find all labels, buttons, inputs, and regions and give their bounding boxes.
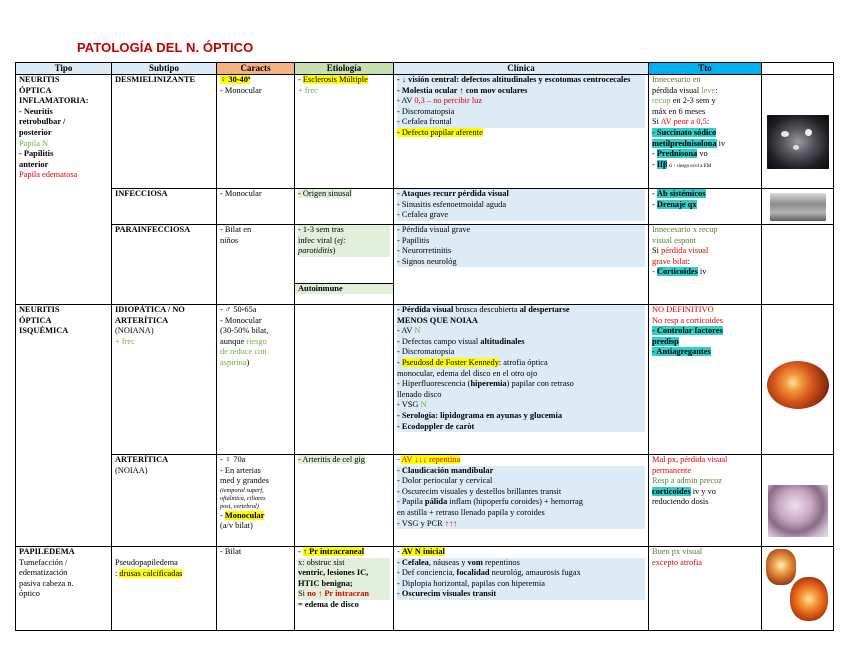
row-noiana bbox=[16, 305, 834, 455]
cell-tipo-neuritis-inflamatoria: NEURITIS ÓPTICA INFLAMATORIA: - Neuritis retrobulbar / posterior Papila N - Papilitis anterior Papila edematosa bbox=[16, 75, 112, 305]
cell-img-fundus-1 bbox=[762, 305, 834, 455]
row-papiledema bbox=[16, 547, 834, 631]
pathology-table bbox=[15, 62, 834, 631]
page-title: PATOLOGÍA DEL N. ÓPTICO bbox=[77, 40, 254, 55]
cell-subtipo-desmielinizante: DESMIELINIZANTE bbox=[112, 75, 217, 189]
cell-subtipo-parainfecciosa: PARAINFECCIOSA bbox=[112, 225, 217, 305]
row-infecciosa bbox=[16, 189, 834, 225]
header-subtipo: Subtipo bbox=[112, 63, 217, 75]
header-images bbox=[762, 63, 834, 75]
row-noiaa bbox=[16, 455, 834, 547]
cell-img-ct bbox=[762, 189, 834, 225]
row-parainfecciosa bbox=[16, 225, 834, 305]
cell-etio-papiledema: - ↑ Pr intracraneal x: obstruc sist ventric, lesiones IC, HTIC benigna; Si no ↑ Pr intracran = edema de disco bbox=[295, 547, 394, 631]
cell-clin-noiana: - Pérdida visual brusca descubierta al despertarse MENOS QUE NOIAA - AV N - Defectos campo visual altitudinales - Discromatopsia - Pseudosd de Foster Kennedy: atrofia óptica monocular, edema del disco en el otro ojo - Hiperfluorescencia (hiperemia) papilar con retraso llenado disco - VSG N - Serología: lipidograma en ayunas y glucemia - Ecodoppler de caròt bbox=[394, 305, 649, 455]
cell-tipo-papiledema: PAPILEDEMA Tumefacción / edematización pasiva cabeza n. óptico bbox=[16, 547, 112, 631]
cell-etio-noiaa: - Arteritis de cel gig bbox=[295, 455, 394, 547]
cell-caracts-noiana: - ♂ 50-65a - Monocular (30-50% bilat, aunque riesgo de reduce con aspirina) bbox=[217, 305, 295, 455]
header-tto: Tto bbox=[649, 63, 762, 75]
fundus-papiledema-image bbox=[790, 577, 828, 621]
cell-caracts-parainfecciosa: - Bilat en niños bbox=[217, 225, 295, 305]
cell-tto-desmielinizante: Innecesario en pérdida visual leve: recup en 2-3 sem y máx en 6 meses Si AV peor a 0,5: - Succinato sódico metilprednisolona iv - Prednisona vo - Ifβ si ↑ riesgo evol a EM bbox=[649, 75, 762, 189]
cell-clin-infecciosa: - Ataques recurr pérdida visual - Sinusitis esfenoetmoidal aguda - Cefalea grave bbox=[394, 189, 649, 225]
cell-img-mri bbox=[762, 75, 834, 189]
cell-clin-noiaa: - AV ↓↓↓ repentina - Claudicación mandibular - Dolor periocular y cervical - Oscurecim visuales y destellos brillantes transit - Papila pálida inflam (hipoperfu coroides) + hemorrag en astilla + retraso llenado papila y coroides - VSG y PCR ↑↑↑ bbox=[394, 455, 649, 547]
cell-tto-parainfecciosa: Innecesario x recup visual espont Si pérdida visual grave bilat: - Corticoides iv bbox=[649, 225, 762, 305]
cell-subtipo-infecciosa: INFECCIOSA bbox=[112, 189, 217, 225]
header-caracts: Caracts bbox=[217, 63, 295, 75]
cell-subtipo-noiaa: ARTERÍTICA (NOIAA) bbox=[112, 455, 217, 547]
cell-tipo-neuritis-isquemica: NEURITIS ÓPTICA ISQUÉMICA bbox=[16, 305, 112, 547]
fundus-image bbox=[767, 361, 829, 409]
header-etiologia: Etiología bbox=[295, 63, 394, 75]
header-clinica: Clínica bbox=[394, 63, 649, 75]
mri-brain-image bbox=[767, 115, 829, 169]
header-row bbox=[16, 63, 834, 75]
cell-clin-desmielinizante: - ↓ visión central: defectos altitudinales y escotomas centrocecales - Molestia ocular ↑ con mov oculares - AV 0,3 – no percibir luz - Discromatopsia - Cefalea frontal - Defecto papilar aferente bbox=[394, 75, 649, 189]
fundus-drusen-image bbox=[766, 549, 796, 585]
cell-caracts-papiledema: - Bilat bbox=[217, 547, 295, 631]
ct-sinus-image bbox=[770, 193, 826, 221]
cell-img-empty bbox=[762, 225, 834, 305]
cell-etio-infecciosa: - Origen sinusal bbox=[295, 189, 394, 225]
cell-tto-noiana: NO DEFINITIVO No resp a corticoides - Controlar factores predisp - Antiagregantes bbox=[649, 305, 762, 455]
cell-img-papiledema bbox=[762, 547, 834, 631]
cell-clin-parainfecciosa: - Pérdida visual grave - Papilitis - Neurorretinitis - Signos neurológ bbox=[394, 225, 649, 305]
cell-tto-noiaa: Mal px, pérdida visual permanente Resp a admin precoz corticoides iv y vo reduciendo dosis bbox=[649, 455, 762, 547]
cell-subtipo-papiledema: Pseudopapiledema : drusas calcificadas bbox=[112, 547, 217, 631]
cell-tto-papiledema: Buen px visual excepto atrofia bbox=[649, 547, 762, 631]
cell-caracts-infecciosa: - Monocular bbox=[217, 189, 295, 225]
cell-tto-infecciosa: - Ab sistémicos - Drenaje qx bbox=[649, 189, 762, 225]
autoinmune-label: Autoinmune bbox=[295, 283, 393, 295]
cell-etio-noiana bbox=[295, 305, 394, 455]
row-desmielinizante bbox=[16, 75, 834, 189]
cell-img-biopsy bbox=[762, 455, 834, 547]
header-tipo: Tipo bbox=[16, 63, 112, 75]
cell-clin-papiledema: - AV N inicial - Cefalea, náuseas y vom repentinos - Def conciencia, focalidad neurológ, amaurosis fugax - Diplopia horizontal, papilas con hiperemia - Oscurecim visuales transit bbox=[394, 547, 649, 631]
cell-caracts-desmielinizante: ♀ 30-40ª - Monocular bbox=[217, 75, 295, 189]
cell-subtipo-noiana: IDIOPÁTICA / NO ARTERÍTICA (NOIANA) + frec bbox=[112, 305, 217, 455]
biopsy-image bbox=[768, 485, 828, 537]
cell-caracts-noiaa: - ♀ 70a - En arterias med y grandes (temporal superf, oftálmica, ciliares post, vertebral) - Monocular (a/v bilat) bbox=[217, 455, 295, 547]
cell-etio-parainfecciosa: - 1-3 sem tras infec viral (ej: parotiditis) Autoinmune bbox=[295, 225, 394, 305]
cell-etio-desmielinizante: - Esclerosis Múltiple + frec bbox=[295, 75, 394, 189]
